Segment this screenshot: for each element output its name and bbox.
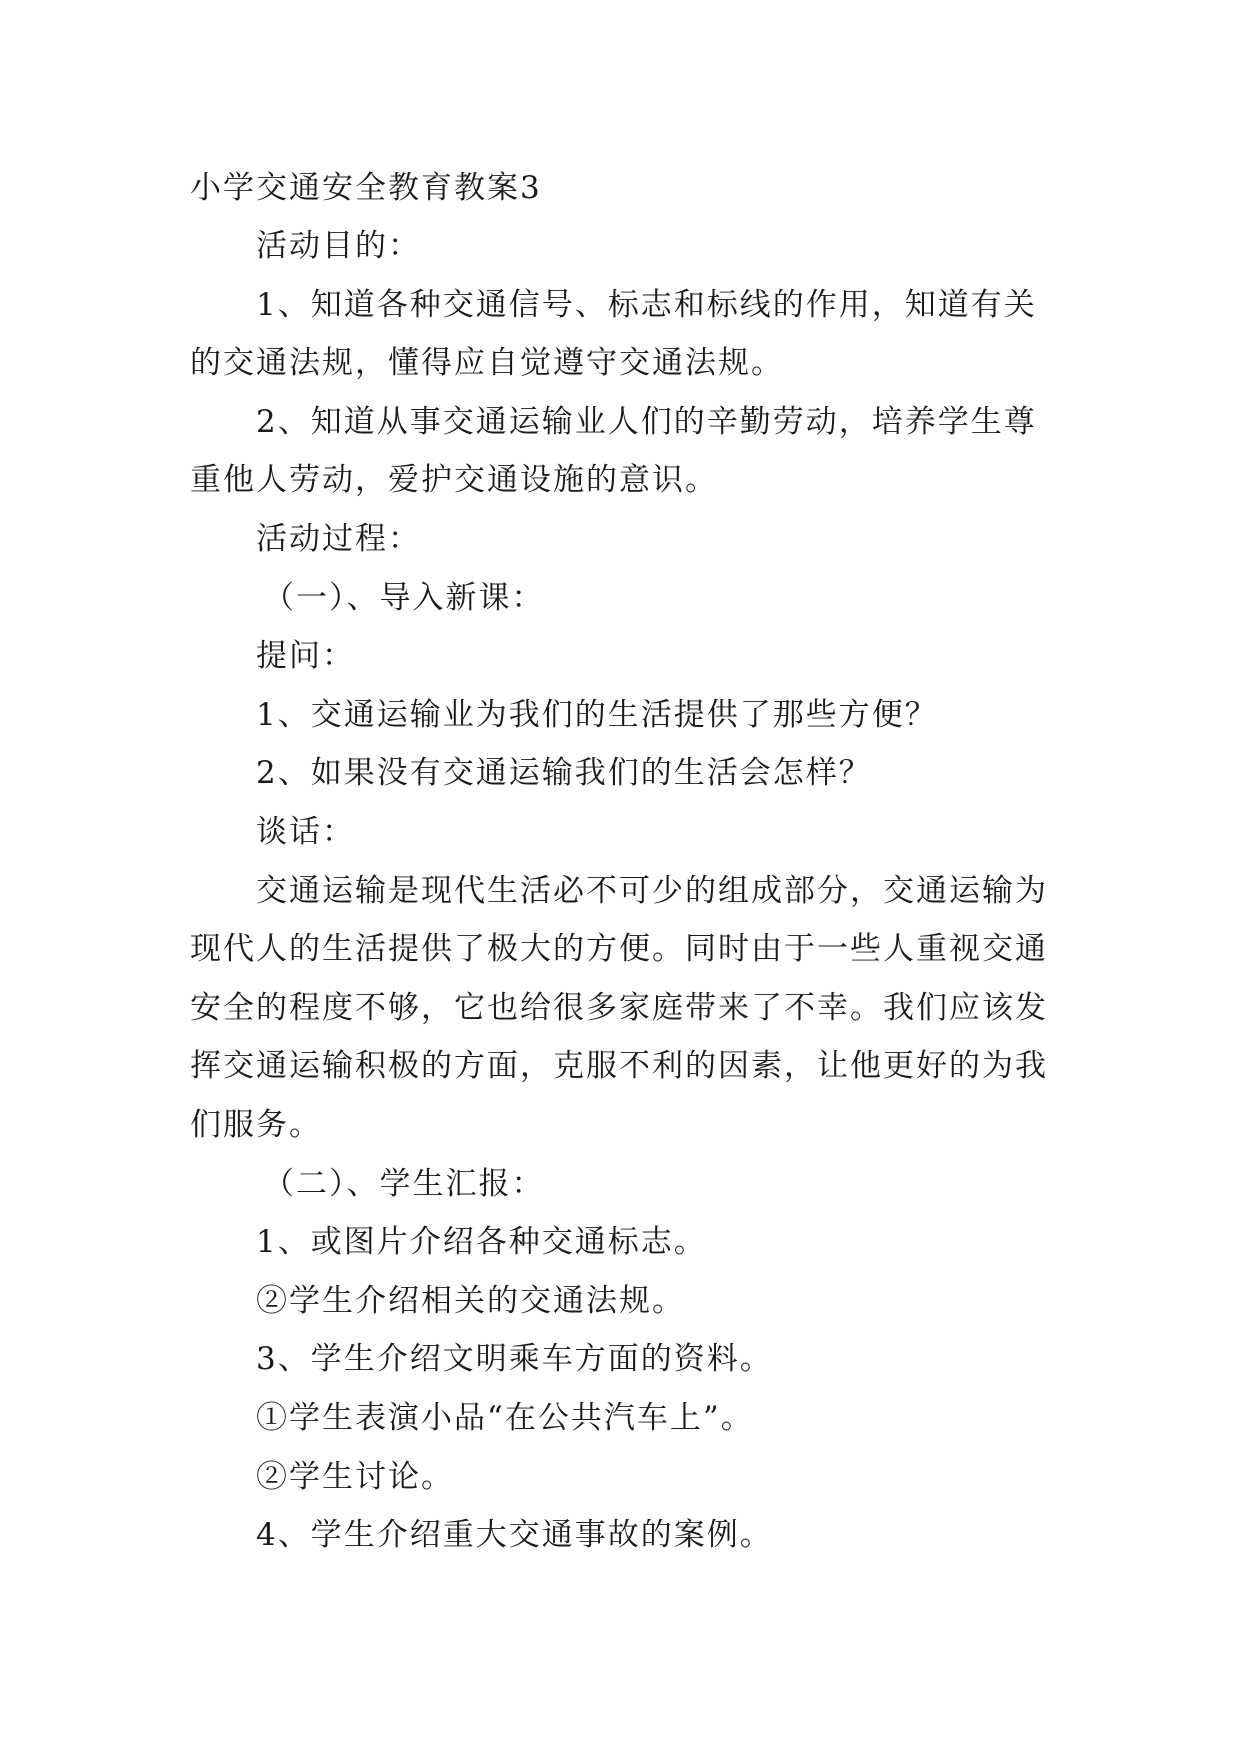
paragraph-line: 挥交通运输积极的方面，克服不利的因素，让他更好的为我 [190, 1048, 1048, 1084]
paragraph-line: 1、知道各种交通信号、标志和标线的作用，知道有关 [256, 287, 1037, 323]
list-item: 4、学生介绍重大交通事故的案例。 [256, 1517, 773, 1553]
section-heading-goals: 活动目的： [256, 228, 421, 264]
list-item: 1、交通运输业为我们的生活提供了那些方便？ [256, 697, 938, 733]
paragraph-line: 谈话： [256, 814, 355, 850]
paragraph-line: 重他人劳动，爱护交通设施的意识。 [190, 462, 718, 498]
list-item: ①学生表演小品“在公共汽车上”。 [256, 1400, 754, 1436]
paragraph-line: 交通运输是现代生活必不可少的组成部分，交通运输为 [256, 873, 1048, 909]
subsection-heading: （二）、学生汇报： [263, 1166, 545, 1202]
list-item: 2、如果没有交通运输我们的生活会怎样？ [256, 755, 872, 791]
list-item: 1、或图片介绍各种交通标志。 [256, 1224, 707, 1260]
paragraph-line: 现代人的生活提供了极大的方便。同时由于一些人重视交通 [190, 931, 1048, 967]
section-heading-process: 活动过程： [256, 521, 421, 557]
document-title: 小学交通安全教育教案3 [190, 170, 542, 206]
paragraph-line: 们服务。 [190, 1107, 322, 1143]
paragraph-line: 提问： [256, 638, 355, 674]
paragraph-line: 的交通法规，懂得应自觉遵守交通法规。 [190, 345, 784, 381]
paragraph-line: 2、知道从事交通运输业人们的辛勤劳动，培养学生尊 [256, 404, 1037, 440]
subsection-heading: （一）、导入新课： [263, 580, 545, 616]
list-item: ②学生讨论。 [256, 1459, 454, 1495]
paragraph-line: 安全的程度不够，它也给很多家庭带来了不幸。我们应该发 [190, 990, 1048, 1026]
list-item: ②学生介绍相关的交通法规。 [256, 1283, 685, 1319]
list-item: 3、学生介绍文明乘车方面的资料。 [256, 1341, 773, 1377]
